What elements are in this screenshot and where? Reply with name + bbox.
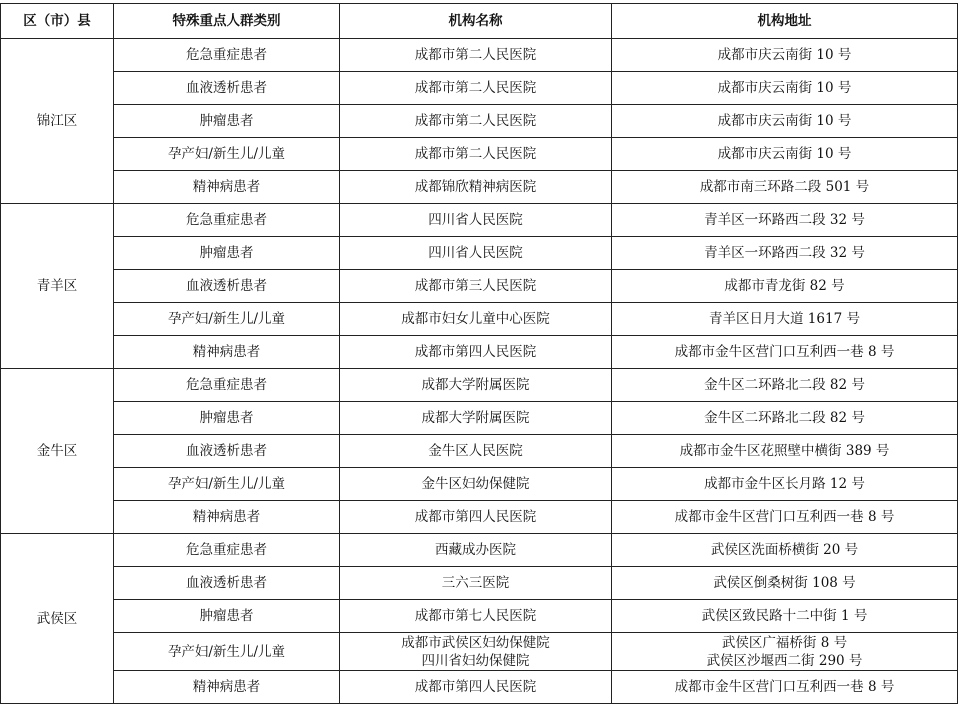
table-row — [1, 171, 958, 204]
table-row — [1, 600, 958, 633]
table-row — [1, 501, 958, 534]
header-category: 特殊重点人群类别 — [114, 4, 340, 39]
address-cell: 成都市庆云南街 10 号 — [612, 138, 958, 171]
address-cell: 武侯区倒桑树街 108 号 — [612, 567, 958, 600]
table-row — [1, 435, 958, 468]
category-cell: 孕产妇/新生儿/儿童 — [114, 468, 340, 501]
institution-cell: 三六三医院 — [340, 567, 612, 600]
table-row — [1, 72, 958, 105]
address-cell: 成都市庆云南街 10 号 — [612, 72, 958, 105]
table-row — [1, 633, 958, 671]
institution-cell — [340, 633, 612, 671]
institution-cell: 成都市妇女儿童中心医院 — [340, 303, 612, 336]
category-cell: 肿瘤患者 — [114, 105, 340, 138]
address-cell: 青羊区日月大道 1617 号 — [612, 303, 958, 336]
institution-cell: 四川省人民医院 — [340, 237, 612, 270]
address-cell: 青羊区一环路西二段 32 号 — [612, 237, 958, 270]
category-cell: 危急重症患者 — [114, 369, 340, 402]
institution-cell: 四川省人民医院 — [340, 204, 612, 237]
address-cell — [612, 633, 958, 671]
category-cell: 肿瘤患者 — [114, 402, 340, 435]
table-row — [1, 671, 958, 704]
address-cell: 成都市金牛区营门口互利西一巷 8 号 — [612, 501, 958, 534]
address-cell: 青羊区一环路西二段 32 号 — [612, 204, 958, 237]
institution-cell: 成都市第二人民医院 — [340, 105, 612, 138]
address-cell: 成都市南三环路二段 501 号 — [612, 171, 958, 204]
institution-cell: 成都市第二人民医院 — [340, 138, 612, 171]
table-row — [1, 138, 958, 171]
table-body — [1, 39, 958, 704]
category-cell: 孕产妇/新生儿/儿童 — [114, 138, 340, 171]
address-line: 武侯区广福桥街 8 号 — [721, 634, 848, 651]
institution-cell: 西藏成办医院 — [340, 534, 612, 567]
address-cell: 武侯区致民路十二中街 1 号 — [612, 600, 958, 633]
table-row — [1, 567, 958, 600]
address-cell: 成都市庆云南街 10 号 — [612, 39, 958, 72]
table-row — [1, 534, 958, 567]
table-row — [1, 303, 958, 336]
header-institution: 机构名称 — [340, 4, 612, 39]
institution-cell: 成都市第四人民医院 — [340, 501, 612, 534]
district-cell: 锦江区 — [1, 39, 114, 204]
institution-cell: 金牛区人民医院 — [340, 435, 612, 468]
table-row — [1, 39, 958, 72]
table-row — [1, 204, 958, 237]
address-cell: 成都市庆云南街 10 号 — [612, 105, 958, 138]
category-cell: 血液透析患者 — [114, 435, 340, 468]
category-cell: 危急重症患者 — [114, 39, 340, 72]
category-cell: 孕产妇/新生儿/儿童 — [114, 303, 340, 336]
category-cell: 危急重症患者 — [114, 534, 340, 567]
category-cell: 肿瘤患者 — [114, 237, 340, 270]
header-address: 机构地址 — [612, 4, 958, 39]
address-cell: 成都市青龙街 82 号 — [612, 270, 958, 303]
address-cell: 武侯区洗面桥横街 20 号 — [612, 534, 958, 567]
institution-cell: 成都市第四人民医院 — [340, 671, 612, 704]
address-cell: 成都市金牛区营门口互利西一巷 8 号 — [612, 336, 958, 369]
institution-cell: 成都市第四人民医院 — [340, 336, 612, 369]
header-row — [1, 4, 958, 39]
institution-cell: 成都市第二人民医院 — [340, 72, 612, 105]
category-cell: 危急重症患者 — [114, 204, 340, 237]
table-row — [1, 237, 958, 270]
table-row — [1, 105, 958, 138]
category-cell: 血液透析患者 — [114, 72, 340, 105]
district-cell: 武侯区 — [1, 534, 114, 704]
address-cell: 成都市金牛区花照壁中横街 389 号 — [612, 435, 958, 468]
institution-cell: 成都锦欣精神病医院 — [340, 171, 612, 204]
category-cell: 孕产妇/新生儿/儿童 — [114, 633, 340, 671]
category-cell: 肿瘤患者 — [114, 600, 340, 633]
address-cell: 成都市金牛区营门口互利西一巷 8 号 — [612, 671, 958, 704]
category-cell: 精神病患者 — [114, 336, 340, 369]
category-cell: 精神病患者 — [114, 671, 340, 704]
header-district: 区（市）县 — [1, 4, 114, 39]
district-cell: 青羊区 — [1, 204, 114, 369]
institution-line: 成都市武侯区妇幼保健院 — [401, 634, 550, 651]
institution-cell: 成都市第三人民医院 — [340, 270, 612, 303]
institution-cell: 成都大学附属医院 — [340, 402, 612, 435]
table-row — [1, 336, 958, 369]
address-cell: 成都市金牛区长月路 12 号 — [612, 468, 958, 501]
category-cell: 血液透析患者 — [114, 567, 340, 600]
address-cell: 金牛区二环路北二段 82 号 — [612, 369, 958, 402]
table-row — [1, 468, 958, 501]
institution-cell: 成都市第二人民医院 — [340, 39, 612, 72]
institution-cell: 成都市第七人民医院 — [340, 600, 612, 633]
district-cell: 金牛区 — [1, 369, 114, 534]
category-cell: 精神病患者 — [114, 171, 340, 204]
institution-table — [0, 3, 958, 704]
address-line: 武侯区沙堰西二街 290 号 — [706, 652, 863, 669]
category-cell: 精神病患者 — [114, 501, 340, 534]
table-row — [1, 369, 958, 402]
institution-cell: 金牛区妇幼保健院 — [340, 468, 612, 501]
institution-line: 四川省妇幼保健院 — [421, 652, 530, 669]
table-row — [1, 402, 958, 435]
table-row — [1, 270, 958, 303]
category-cell: 血液透析患者 — [114, 270, 340, 303]
address-cell: 金牛区二环路北二段 82 号 — [612, 402, 958, 435]
institution-cell: 成都大学附属医院 — [340, 369, 612, 402]
